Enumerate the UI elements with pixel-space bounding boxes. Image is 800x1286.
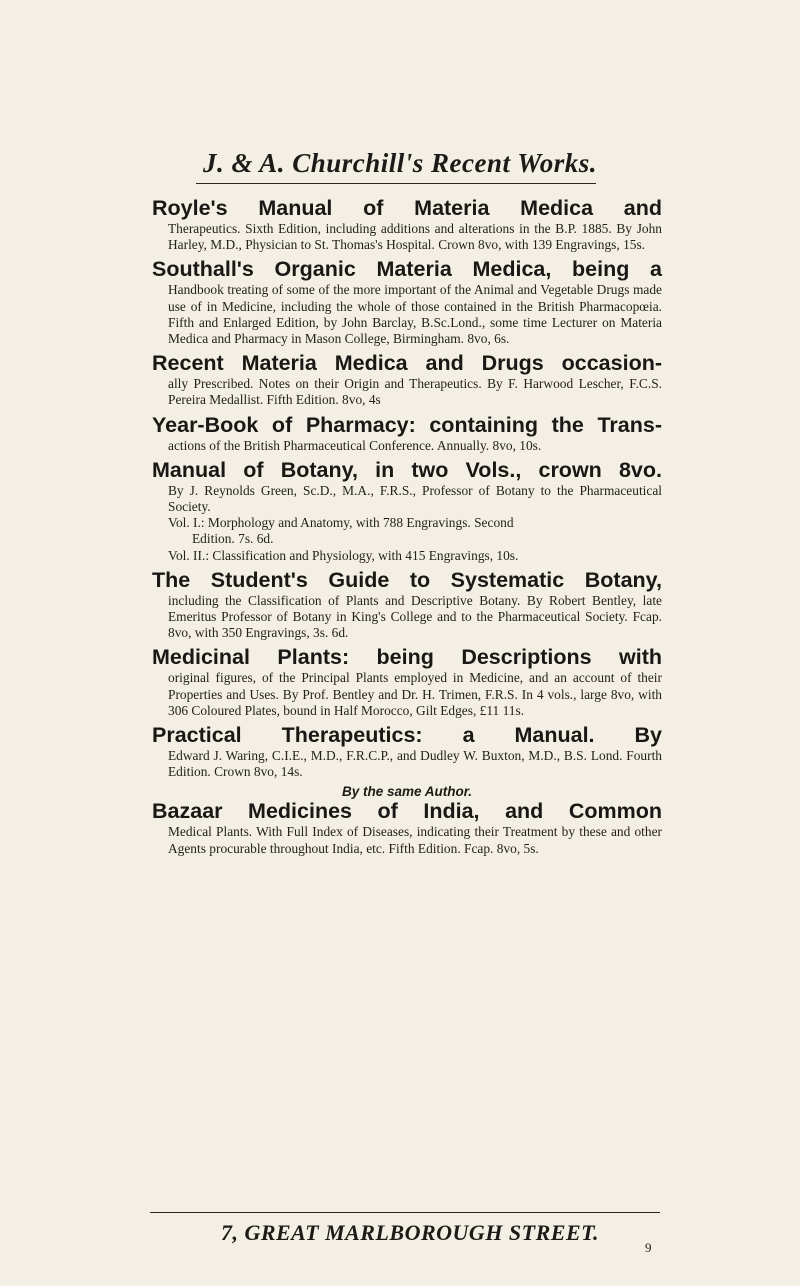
book-description: ally Prescribed. Notes on their Origin and Therapeutics. By F. Harwood Lescher, F.C.S. Pereira Medallist. Fifth Edition. 8vo, 4s [168,376,662,408]
volume-one [152,515,662,547]
book-entry-year-book [152,413,662,454]
book-title: The Student's Guide to Systematic Botany, [152,567,662,592]
book-description: Handbook treating of some of the more important of the Animal and Vegetable Drugs made use of in Medicine, including the whole of those contained in the British Pharmacopœia. Fifth and Enlarged Edition, by John Barclay, B.Sc.Lond., some time Lecturer on Materia Medica and Pharmacy in Mason College, Birmingham. 8vo, 6s. [168,282,662,347]
publisher-address: 7, GREAT MARLBOROUGH STREET. [220,1220,600,1245]
book-entry-royle [152,196,662,253]
book-entry-students-guide [152,568,662,642]
book-title: Recent Materia Medica and Drugs occasion- [152,351,662,376]
book-title: Bazaar Medicines of India, and Common [152,799,662,824]
book-description: By J. Reynolds Green, Sc.D., M.A., F.R.S., Professor of Botany to the Pharmaceutical Society. [168,482,662,515]
header-rule [196,183,596,184]
book-entry-medicinal-plants [152,645,662,719]
book-entry-practical-therapeutics [152,723,662,780]
book-description: original figures, of the Principal Plants employed in Medicine, and an account of their Properties and Uses. By Prof. Bentley and Dr. H. Trimen, F.R.S. In 4 vols., large 8vo, with 306 Coloured Plates, bound in Half Morocco, Gilt Edges, £11 11s. [168,670,662,718]
book-title: Medicinal Plants: being Descriptions with [152,645,662,670]
volume-one-edition: Edition. 7s. 6d. [192,531,274,547]
book-entry-manual-of-botany [152,458,662,564]
footer-rule [150,1212,660,1213]
book-list [152,196,662,861]
book-entry-southall [152,257,662,347]
book-description: Medical Plants. With Full Index of Diseases, indicating their Treatment by these and other Agents procurable throughout India, etc. Fifth Edition. Fcap. 8vo, 5s. [168,824,662,856]
book-entry-recent-materia-medica [152,351,662,408]
volume-one-line: Vol. I.: Morphology and Anatomy, with 788 Engravings. Second [168,515,514,531]
page-header: J. & A. Churchill's Recent Works. [202,148,598,178]
book-description: including the Classification of Plants and Descriptive Botany. By Robert Bentley, late Emeritus Professor of Botany in King's College and to the Pharmaceutical Society. Fcap. 8vo, with 350 Engravings, 3s. 6d. [168,592,662,641]
book-title: Manual of Botany, in two Vols., crown 8vo. [152,457,662,482]
book-title: Royle's Manual of Materia Medica and [152,196,662,220]
book-entry-bazaar-medicines [152,784,662,856]
book-description: actions of the British Pharmaceutical Conference. Annually. 8vo, 10s. [168,437,542,453]
same-author-note: By the same Author. [341,784,473,800]
book-title: Practical Therapeutics: a Manual. By [152,723,662,748]
book-description: Edward J. Waring, C.I.E., M.D., F.R.C.P., and Dudley W. Buxton, M.D., B.S. Lond. Fourth Edition. Crown 8vo, 14s. [168,748,662,780]
book-description: Therapeutics. Sixth Edition, including additions and alterations in the B.P. 1885. By John Harley, M.D., Physician to St. Thomas's Hospital. Crown 8vo, with 139 Engravings, 15s. [168,221,662,253]
page-number: 9 [645,1240,652,1255]
book-title: Year-Book of Pharmacy: containing the Trans- [152,412,662,437]
volume-two: Vol. II.: Classification and Physiology, with 415 Engravings, 10s. [168,547,519,563]
book-title: Southall's Organic Materia Medica, being a [152,257,662,282]
